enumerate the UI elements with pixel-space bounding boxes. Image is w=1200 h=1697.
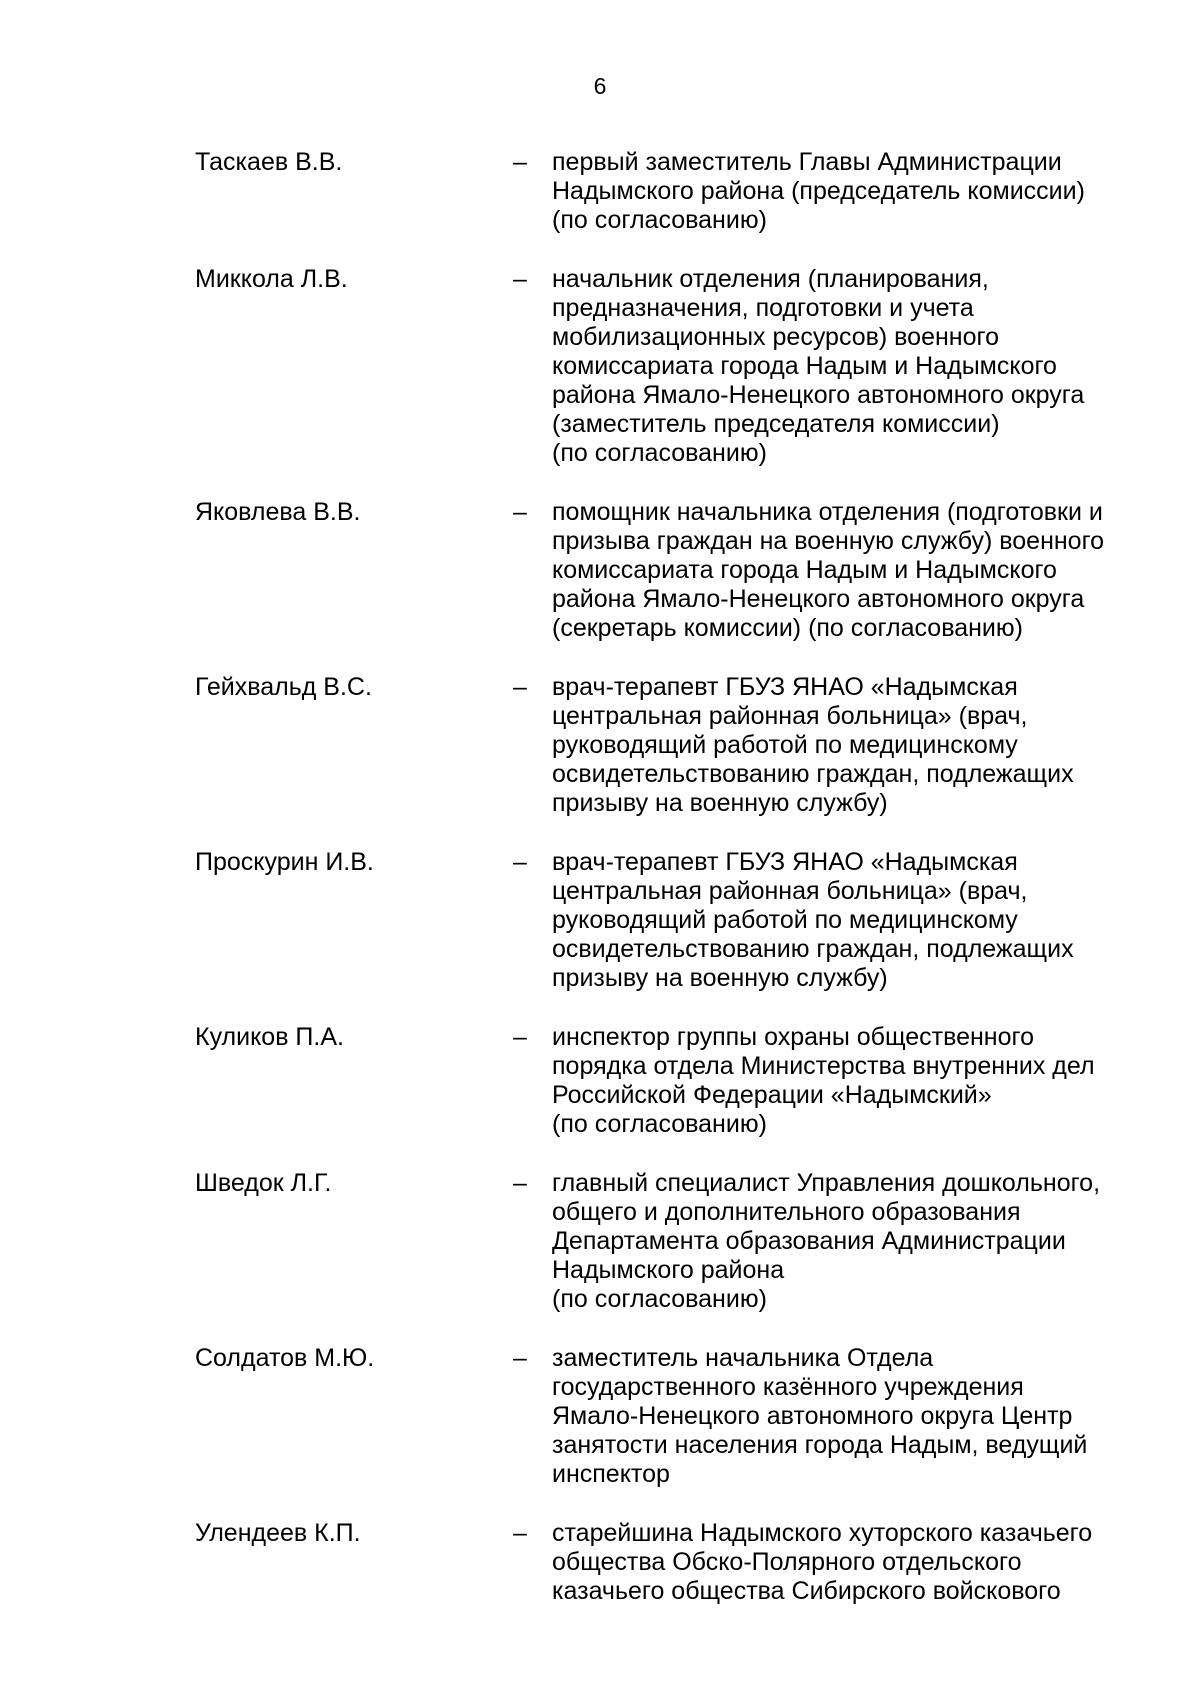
member-role-line: начальник отделения (планирования, [552, 265, 989, 293]
member-name: Гейхвальд В.С. [195, 673, 372, 701]
member-name: Проскурин И.В. [195, 848, 374, 876]
page-number: 6 [593, 73, 607, 99]
member-role-line: центральная районная больница» (врач, [552, 702, 1028, 730]
member-role-line: комиссариата города Надым и Надымского [552, 352, 1057, 380]
member-role-line: мобилизационных ресурсов) военного [552, 323, 999, 351]
member-role-line: предназначения, подготовки и учета [552, 294, 974, 322]
member-name: Куликов П.А. [195, 1023, 344, 1051]
member-role-line: руководящий работой по медицинскому [552, 906, 1018, 934]
member-entry [0, 673, 1200, 818]
member-dash: – [513, 1344, 527, 1372]
member-entry [0, 265, 1200, 468]
member-role-line: призыву на военную службу) [552, 964, 888, 992]
member-role-line: (по согласованию) [552, 439, 767, 467]
member-role [552, 265, 1172, 468]
member-role-line: района Ямало-Ненецкого автономного округа [552, 381, 1085, 409]
member-role-line: (по согласованию) [552, 1110, 767, 1138]
member-name: Улендеев К.П. [195, 1519, 361, 1547]
member-role-line: Ямало-Ненецкого автономного округа Центр [552, 1402, 1073, 1430]
member-role-line: общества Обско-Полярного отдельского [552, 1548, 1022, 1576]
member-role-line: (секретарь комиссии) (по согласованию) [552, 614, 1023, 642]
member-entry [0, 1519, 1200, 1606]
member-role-line: района Ямало-Ненецкого автономного округа [552, 585, 1085, 613]
member-role-line: Департамента образования Администрации [552, 1227, 1066, 1255]
member-role [552, 148, 1172, 235]
member-entry [0, 1169, 1200, 1314]
member-role-line: Надымского района [552, 1256, 785, 1284]
commission-members-list [0, 148, 1200, 1636]
member-role [552, 1519, 1172, 1606]
member-role-line: (по согласованию) [552, 1285, 767, 1313]
member-role-line: руководящий работой по медицинскому [552, 731, 1018, 759]
member-role [552, 1344, 1172, 1489]
member-role [552, 498, 1172, 643]
member-role-line: центральная районная больница» (врач, [552, 877, 1028, 905]
member-role-line: врач-терапевт ГБУЗ ЯНАО «Надымская [552, 673, 1018, 701]
member-name: Миккола Л.В. [195, 265, 348, 293]
member-role-line: инспектор [552, 1460, 670, 1488]
member-name: Яковлева В.В. [195, 498, 361, 526]
member-dash: – [513, 673, 527, 701]
member-name: Шведок Л.Г. [195, 1169, 332, 1197]
member-role-line: призыву на военную службу) [552, 789, 888, 817]
member-role-line: (заместитель председателя комиссии) [552, 410, 1000, 438]
member-role-line: занятости населения города Надым, ведущий [552, 1431, 1088, 1459]
member-role-line: первый заместитель Главы Администрации [552, 148, 1062, 176]
member-role-line: Надымского района (председатель комиссии) [552, 177, 1085, 205]
member-dash: – [513, 1169, 527, 1197]
member-role-line: освидетельствованию граждан, подлежащих [552, 935, 1074, 963]
member-dash: – [513, 148, 527, 176]
member-role-line: Российской Федерации «Надымский» [552, 1081, 992, 1109]
member-dash: – [513, 265, 527, 293]
member-role-line: призыва граждан на военную службу) военного [552, 527, 1105, 555]
member-role-line: врач-терапевт ГБУЗ ЯНАО «Надымская [552, 848, 1018, 876]
member-entry [0, 498, 1200, 643]
member-role-line: (по согласованию) [552, 206, 767, 234]
member-dash: – [513, 1023, 527, 1051]
member-role [552, 848, 1172, 993]
member-role-line: комиссариата города Надым и Надымского [552, 556, 1057, 584]
member-role-line: заместитель начальника Отдела [552, 1344, 934, 1372]
member-role-line: главный специалист Управления дошкольного, [552, 1169, 1101, 1197]
member-entry [0, 1344, 1200, 1489]
member-role-line: помощник начальника отделения (подготовки и [552, 498, 1103, 526]
member-role-line: порядка отдела Министерства внутренних дел [552, 1052, 1095, 1080]
member-name: Таскаев В.В. [195, 148, 343, 176]
member-role-line: казачьего общества Сибирского войскового [552, 1577, 1061, 1605]
member-role-line: освидетельствованию граждан, подлежащих [552, 760, 1074, 788]
member-role [552, 673, 1172, 818]
member-dash: – [513, 848, 527, 876]
member-role-line: общего и дополнительного образования [552, 1198, 1021, 1226]
member-role-line: государственного казённого учреждения [552, 1373, 1024, 1401]
member-entry [0, 148, 1200, 235]
member-dash: – [513, 1519, 527, 1547]
member-entry [0, 848, 1200, 993]
member-entry [0, 1023, 1200, 1139]
member-role-line: инспектор группы охраны общественного [552, 1023, 1034, 1051]
member-name: Солдатов М.Ю. [195, 1344, 375, 1372]
member-role [552, 1169, 1172, 1314]
member-dash: – [513, 498, 527, 526]
member-role-line: старейшина Надымского хуторского казачьего [552, 1519, 1093, 1547]
member-role [552, 1023, 1172, 1139]
